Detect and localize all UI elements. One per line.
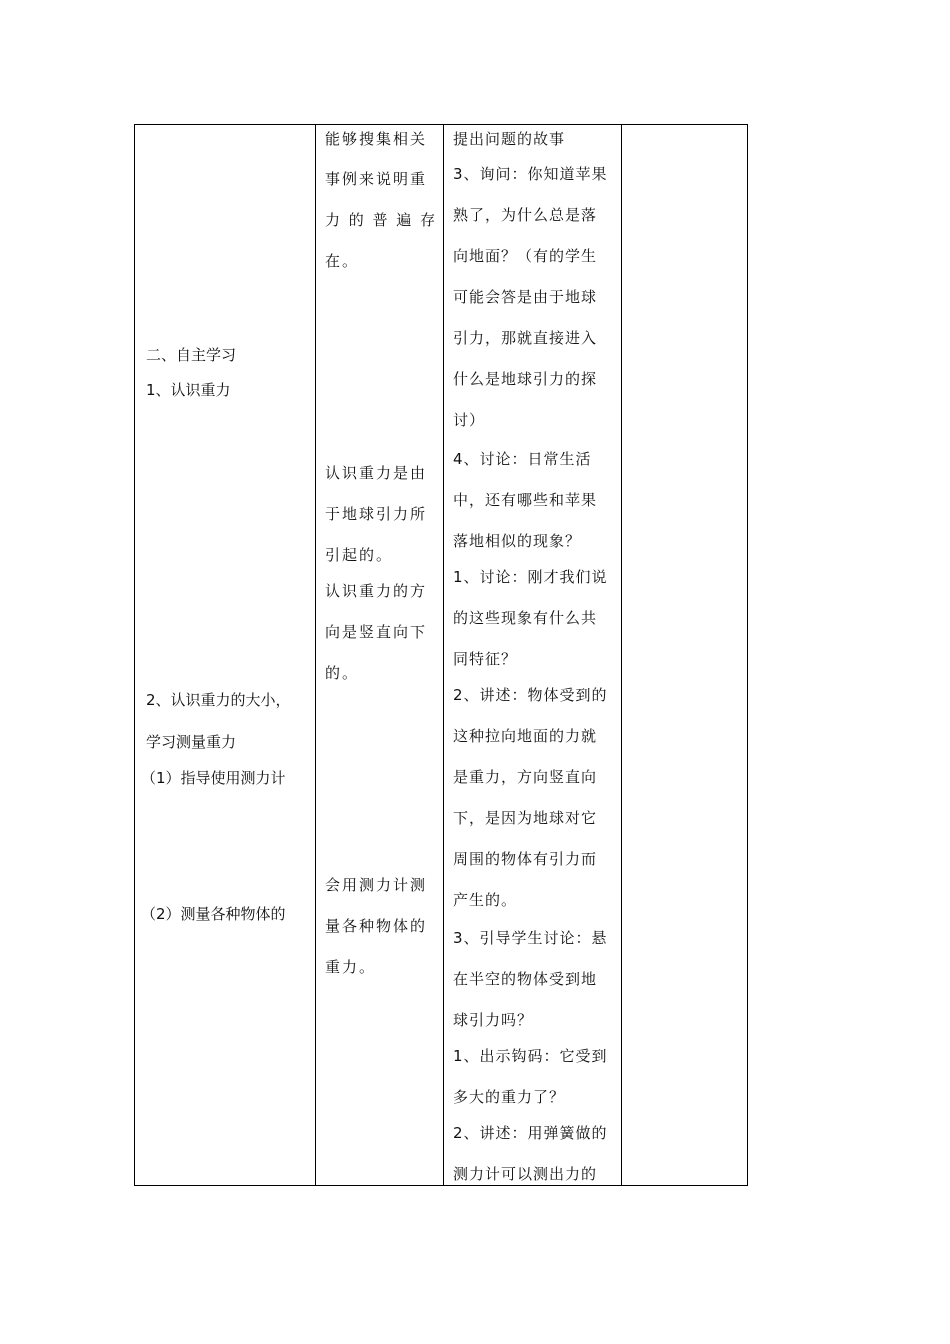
activity-line: 球引力吗？ [453, 1011, 534, 1029]
activity-line: 什么是地球引力的探 [453, 370, 598, 388]
activity-line: 同特征？ [453, 650, 518, 668]
step-2-label-line2: 学习测量重力 [146, 733, 237, 751]
activity-line: 下，是因为地球对它 [453, 809, 598, 827]
activity-line: 这种拉向地面的力就 [453, 727, 598, 745]
objective-line: 认识重力是由 [325, 464, 428, 482]
activity-line: 2、讲述：物体受到的 [453, 686, 608, 704]
activity-line: 的这些现象有什么共 [453, 609, 598, 627]
activity-line: 向地面？（有的学生 [453, 247, 598, 265]
activity-line: 产生的。 [453, 891, 518, 909]
column-divider-2 [443, 125, 444, 1185]
activity-line: 中，还有哪些和苹果 [453, 491, 598, 509]
step-2-label-line1: 2、认识重力的大小， [146, 691, 291, 709]
column-divider-3 [621, 125, 622, 1185]
activity-line: 4、讨论：日常生活 [453, 450, 592, 468]
activity-line: 3、询问：你知道苹果 [453, 165, 608, 183]
activity-line: 落地相似的现象？ [453, 532, 582, 550]
activity-line: 是重力，方向竖直向 [453, 768, 598, 786]
objective-line: 认识重力的方 [325, 582, 428, 600]
objective-line: 于地球引力所 [325, 505, 428, 523]
step-1-label: 1、认识重力 [146, 381, 231, 399]
objective-line: 的。 [325, 664, 360, 682]
column-divider-1 [315, 125, 316, 1185]
sub-step-1: （1）指导使用测力计 [141, 769, 286, 787]
activity-line: 在半空的物体受到地 [453, 970, 598, 988]
objective-line: 重力。 [325, 958, 377, 976]
activity-line: 讨） [453, 411, 486, 429]
activity-line: 提出问题的故事 [453, 130, 566, 148]
activity-line: 熟了，为什么总是落 [453, 206, 598, 224]
activity-line: 引力，那就直接进入 [453, 329, 598, 347]
activity-line: 周围的物体有引力而 [453, 850, 598, 868]
objective-line: 力 的 普 遍 存 [325, 211, 438, 229]
objective-line: 引起的。 [325, 546, 394, 564]
objective-line: 在。 [325, 252, 360, 270]
section-heading: 二、自主学习 [146, 346, 237, 364]
activity-line: 3、引导学生讨论：悬 [453, 929, 608, 947]
activity-line: 可能会答是由于地球 [453, 288, 598, 306]
objective-line: 向是竖直向下 [325, 623, 428, 641]
activity-line: 1、出示钩码：它受到 [453, 1047, 608, 1065]
lesson-plan-table [134, 124, 748, 1186]
activity-line: 2、讲述：用弹簧做的 [453, 1124, 608, 1142]
activity-line: 测力计可以测出力的 [453, 1165, 598, 1183]
objective-line: 事例来说明重 [325, 170, 428, 188]
objective-line: 会用测力计测 [325, 876, 428, 894]
objective-line: 能够搜集相关 [325, 130, 428, 148]
sub-step-2: （2）测量各种物体的 [141, 905, 286, 923]
activity-line: 1、讨论：刚才我们说 [453, 568, 608, 586]
objective-line: 量各种物体的 [325, 917, 428, 935]
activity-line: 多大的重力了？ [453, 1088, 566, 1106]
